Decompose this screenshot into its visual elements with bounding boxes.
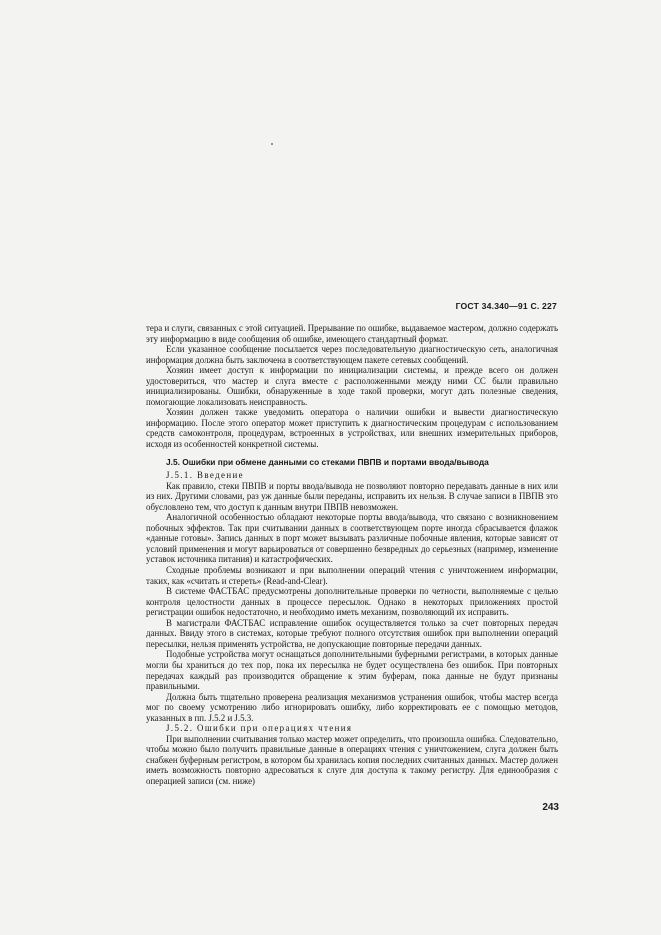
scan-speck [271,143,273,145]
page-number: 243 [542,802,559,813]
paragraph: тера и слуги, связанных с этой ситуацией. Прерывание по ошибке, выдаваемое мастером, должно содержать эту информацию в виде сообщения об ошибке, имеющего стандартный формат. [146,323,558,344]
paragraph: Хозяин имеет доступ к информации по инициализации системы, и прежде всего он должен удостовериться, что мастер и слуга вместе с расположенными между ними СС были правильно инициализированы. Ошибки, обнаруженные в ходе такой проверки, могут дать полезные сведения, помогающие локализовать неисправность. [146,365,558,407]
running-header: ГОСТ 34.340—91 С. 227 [455,301,557,311]
paragraph: В магистрали ФАСТБАС исправление ошибок осуществляется только за счет повторных передач данных. Ввиду этого в системах, которые требуют полного отсутствия ошибок при выполнении операций пересылки, нельзя применять устройства, не допускающие повторные передачи данных. [146,617,558,649]
paragraph: В системе ФАСТБАС предусмотрены дополнительные проверки по четности, выполняемые с целью контроля целостности данных в процессе пересылок. Однако в некоторых приложениях простой регистрации ошибок недостаточно, и необходимо иметь механизм, позволяющий их исправить. [146,586,558,618]
subsection-heading: J.5.2. Ошибки при операциях чтения [166,723,353,734]
paragraph: Сходные проблемы возникают и при выполнении операций чтения с уничтожением информации, таких, как «считать и стереть» (Read-and-Clear). [146,565,558,586]
subsection-heading: J.5.1. Введение [166,470,244,481]
page-body [146,323,558,787]
paragraph: При выполнении считывания только мастер может определить, что произошла ошибка. Следовательно, чтобы можно было получить правильные данные в операциях чтения с уничтожением, слуга должен быть снабжен буферным регистром, в котором бы хранилась копия последних считанных данных. Мастер должен иметь возможность повторно адресоваться к слуге для доступа к такому регистру. Для единообразия с операцией записи (см. ниже) [146,733,558,786]
paragraph: Как правило, стеки ПВПВ и порты ввода/вывода не позволяют повторно передавать данные в них или из них. Другими словами, раз уж данные были переданы, исправить их нельзя. В случае записи в ПВПВ это обусловлено тем, что доступ к данным внутри ПВПВ невозможен. [146,480,558,512]
section-heading: J.5. Ошибки при обмене данными со стеками ПВПВ и портами ввода/вывода [166,456,489,467]
paragraph: Аналогичной особенностью обладают некоторые порты ввода/вывода, что связано с возникновением побочных эффектов. Так при считывании данных в соответствующем порте иногда сбрасывается флажок «данные готовы». Запись данных в порт может вызывать различные побочные явления, которые зависят от условий применения и могут варьироваться от совершенно безвредных до серьезных (например, изменение уставок источника питания) и катастрофических. [146,512,558,565]
paragraph: Должна быть тщательно проверена реализация механизмов устранения ошибок, чтобы мастер всегда мог по своему усмотрению либо игнорировать ошибку, либо корректировать ее с помощью методов, указанных в пп. J.5.2 и J.5.3. [146,691,558,723]
paragraph: Подобные устройства могут оснащаться дополнительными буферными регистрами, в которых данные могли бы храниться до тех пор, пока их пересылка не будет осуществлена без ошибок. При повторных передачах каждый раз производится обращение к этим буферам, пока данные не будут признаны правильными. [146,649,558,692]
paragraph: Хозяин должен также уведомить оператора о наличии ошибки и вывести диагностическую информацию. После этого оператор может приступить к диагностическим процедурам с использованием средств самоконтроля, процедурам, встроенных в устройствах, или внешних измерительных приборов, исходя из особенностей конкретной системы. [146,407,558,450]
paragraph: Если указанное сообщение посылается через последовательную диагностическую сеть, аналогичная информация должна быть заключена в соответствующем пакете сетевых сообщений. [146,344,558,365]
